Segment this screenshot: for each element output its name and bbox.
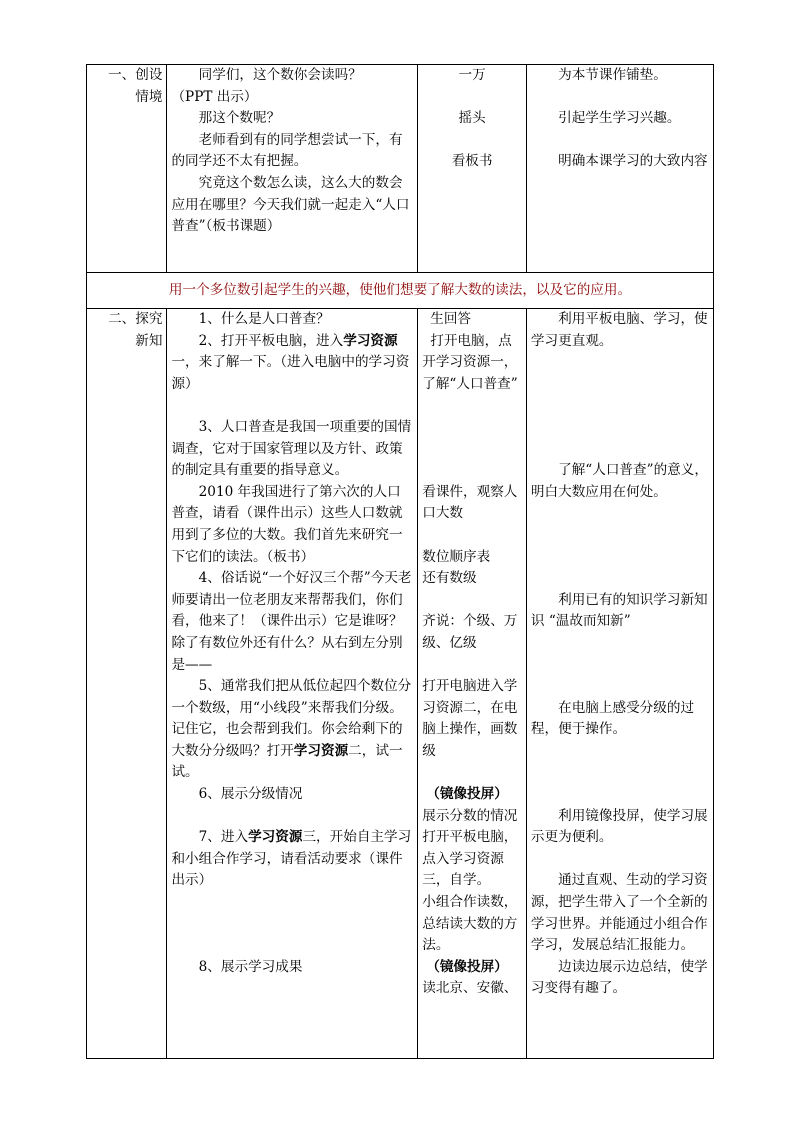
purpose-text: 为本节课作铺垫。 bbox=[558, 67, 667, 83]
teacher-text: 6、展示分级情况 bbox=[198, 786, 303, 803]
purpose-text: 通过直观、生动的学习资源，把学生带入了一个全新的学习世界。并能通过小组合作学习，发展总结汇报能力。 bbox=[530, 872, 708, 954]
student-text: 一万 bbox=[458, 67, 486, 83]
purpose-text: 利用镜像投屏，使学习展示更为便利。 bbox=[530, 807, 708, 846]
stage-label: 新知 bbox=[135, 332, 163, 349]
teacher-text: 5、通常我们把从低位起四个数位分一个数级，用“小线段”来帮我们分级。记住它，也会帮到我们。你会给剩下的大数分分级吗？打开学习资源二，试一试。 bbox=[171, 678, 412, 781]
student-text: 看板书 bbox=[451, 153, 493, 170]
teacher-text: 7、进入学习资源三，开始自主学习和小组合作学习，请看活动要求（课件出示） bbox=[171, 829, 412, 889]
student-text: 读北京、安徽、 bbox=[422, 980, 518, 997]
purpose-cell bbox=[526, 65, 713, 273]
student-text: 数位顺序表 bbox=[422, 548, 491, 565]
purpose-text: 利用平板电脑、学习，使学习更直观。 bbox=[530, 311, 708, 349]
teacher-text: 3、人口普查是我国一项重要的国情调查，它对于国家管理以及方针、政策的制定具有重要的指导意义。 bbox=[171, 418, 412, 479]
student-text: 打开平板电脑，点入学习资源三，自学。 bbox=[422, 829, 518, 889]
stage-label: 一、创设 bbox=[108, 67, 163, 83]
student-text: 打开电脑进入学习资源二，在电脑上操作，画数级 bbox=[422, 678, 518, 759]
student-text: 展示分数的情况 bbox=[422, 807, 518, 824]
teacher-text: 究竟这个数怎么读，这么大的数会应用在哪里？今天我们就一起走入“人口普查”（板书课题） bbox=[171, 174, 410, 235]
student-activity-cell bbox=[418, 65, 527, 273]
teacher-text: 2、打开平板电脑，进入学习资源一，来了解一下。（进入电脑中的学习资源） bbox=[171, 332, 410, 392]
teacher-text: 1、什么是人口普查？ bbox=[198, 311, 330, 327]
teacher-text: 同学们，这个数你会读吗？ bbox=[198, 67, 362, 83]
purpose-cell bbox=[526, 309, 713, 1059]
student-text: 小组合作读数，总结读大数的方法。 bbox=[422, 894, 518, 954]
purpose-text: 利用已有的知识学习新知识 “温故而知新” bbox=[530, 591, 708, 630]
purpose-text: 引起学生学习兴趣。 bbox=[558, 110, 681, 127]
teacher-text: 4、俗话说“一个好汉三个帮”今天老师要请出一位老朋友来帮帮我们，你们看，他来了！（课件出示）它是谁呀？除了有数位外还有什么？从右到左分别是—— bbox=[171, 570, 412, 673]
teacher-text: 8、展示学习成果 bbox=[198, 958, 303, 975]
stage-label: 情境 bbox=[135, 88, 163, 105]
table-row-explore-new-knowledge bbox=[87, 309, 714, 1059]
student-text: 打开电脑，点开学习资源一，了解“人口普查” bbox=[422, 332, 518, 392]
stage-cell bbox=[87, 309, 167, 1059]
table-row-summary bbox=[87, 273, 714, 309]
stage-label: 二、探究 bbox=[108, 311, 163, 327]
student-text: 还有数级 bbox=[422, 570, 477, 587]
teacher-activity-cell bbox=[167, 309, 418, 1059]
teacher-text: 老师看到有的同学想尝试一下，有的同学还不太有把握。 bbox=[171, 131, 403, 170]
purpose-text: 在电脑上感受分级的过程，便于操作。 bbox=[530, 699, 695, 738]
design-intent-note: 用一个多位数引起学生的兴趣，使他们想要了解大数的读法，以及它的应用。 bbox=[87, 273, 714, 309]
purpose-text: 了解“人口普查”的意义，明白大数应用在何处。 bbox=[530, 462, 708, 500]
purpose-text: 明确本课学习的大致内容 bbox=[558, 153, 708, 170]
teacher-text: （PPT 出示） bbox=[171, 88, 258, 105]
mirror-projection-label: （镜像投屏） bbox=[426, 958, 508, 975]
lesson-plan-table bbox=[86, 64, 714, 1059]
student-text: 看课件，观察人口大数 bbox=[422, 483, 518, 522]
student-activity-cell bbox=[418, 309, 527, 1059]
student-text: 齐说：个级、万级、亿级 bbox=[422, 613, 518, 651]
stage-cell bbox=[87, 65, 167, 273]
student-text: 摇头 bbox=[458, 110, 486, 127]
table-row-create-context bbox=[87, 65, 714, 273]
purpose-text: 边读边展示边总结，使学习变得有趣了。 bbox=[530, 958, 708, 997]
mirror-projection-label: （镜像投屏） bbox=[426, 786, 508, 803]
teacher-text: 2010 年我国进行了第六次的人口普查，请看（课件出示）这些人口数就用到了多位的大数。我们首先来研究一下它们的读法。（板书） bbox=[171, 483, 403, 565]
teacher-activity-cell bbox=[167, 65, 418, 273]
student-text: 生回答 bbox=[430, 311, 472, 327]
teacher-text: 那这个数呢？ bbox=[198, 110, 281, 127]
